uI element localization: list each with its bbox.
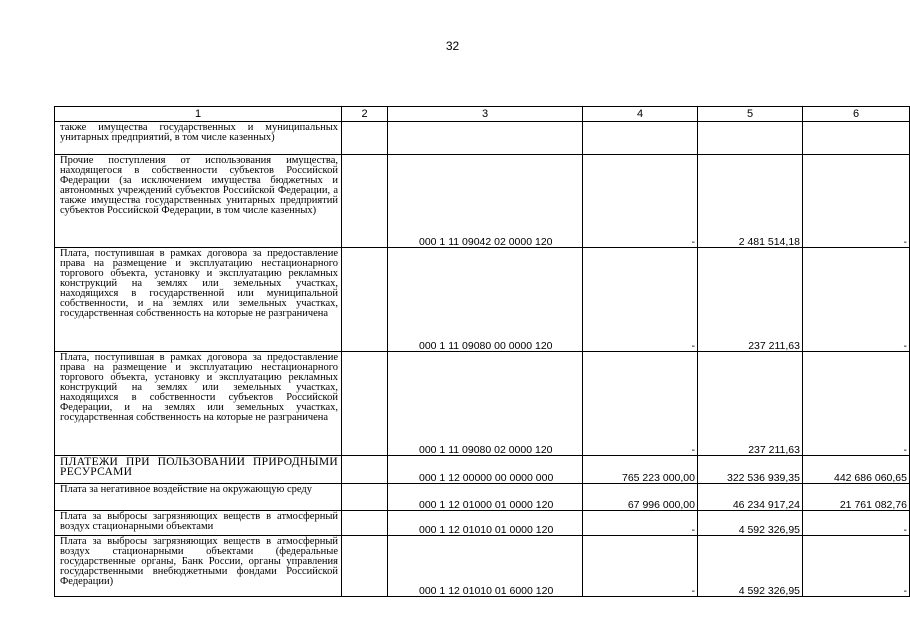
row-col5: 46 234 917,24: [698, 484, 803, 511]
row-col6: 442 686 060,65: [803, 456, 910, 484]
row-col4: [583, 122, 698, 155]
table-row: [55, 536, 910, 597]
column-header: 6: [803, 107, 910, 122]
row-col2: [342, 536, 388, 597]
row-code: 000 1 11 09080 02 0000 120: [388, 352, 583, 456]
row-col4: 765 223 000,00: [583, 456, 698, 484]
column-header: 4: [583, 107, 698, 122]
row-code: 000 1 11 09042 02 0000 120: [388, 155, 583, 248]
row-name: также имущества государственных и муниципальных унитарных предприятий, в том числе казенных): [55, 122, 342, 155]
row-col6: [803, 122, 910, 155]
row-name: Плата за выбросы загрязняющих веществ в атмосферный воздух стационарными объектами: [55, 511, 342, 536]
row-col5: 4 592 326,95: [698, 536, 803, 597]
row-code: [388, 122, 583, 155]
row-name: Прочие поступления от использования имущества, находящегося в собственности субъектов Российской Федерации (за исключением имущества бюджетных и автономных учреждений субъектов Российской Федерации, а также имущества государственных унитарных предприятий субъектов Российской Федерации, в том числе казенных): [55, 155, 342, 248]
column-header: 1: [55, 107, 342, 122]
row-code: 000 1 12 01010 01 6000 120: [388, 536, 583, 597]
column-header: 2: [342, 107, 388, 122]
row-col4: -: [583, 511, 698, 536]
table-row: [55, 352, 910, 456]
row-col2: [342, 456, 388, 484]
row-col6: -: [803, 155, 910, 248]
row-col2: [342, 511, 388, 536]
row-col2: [342, 484, 388, 511]
row-col6: -: [803, 511, 910, 536]
column-header: 5: [698, 107, 803, 122]
table-row: [55, 511, 910, 536]
row-name: Плата, поступившая в рамках договора за предоставление права на размещение и эксплуатацию нестационарного торгового объекта, установку и эксплуатацию рекламных конструкций на землях или земельных участках, находящихся в государственной или муниципальной собственности, и на землях или земельных участках, государственная собственность на которые не разграничена: [55, 248, 342, 352]
column-header: 3: [388, 107, 583, 122]
row-col6: -: [803, 248, 910, 352]
table-row: [55, 456, 910, 484]
row-col6: -: [803, 536, 910, 597]
table-row: [55, 155, 910, 248]
row-code: 000 1 12 00000 00 0000 000: [388, 456, 583, 484]
row-col2: [342, 122, 388, 155]
row-col4: 67 996 000,00: [583, 484, 698, 511]
row-col5: 2 481 514,18: [698, 155, 803, 248]
row-col5: 322 536 939,35: [698, 456, 803, 484]
table-header-row: [55, 107, 910, 122]
row-name: Плата за выбросы загрязняющих веществ в атмосферный воздух стационарными объектами (федеральные государственные органы, Банк России, органы управления государственными внебюджетными фондами Российской Федерации): [55, 536, 342, 597]
row-col6: 21 761 082,76: [803, 484, 910, 511]
table-row: [55, 484, 910, 511]
table-row: [55, 122, 910, 155]
row-col5: 4 592 326,95: [698, 511, 803, 536]
budget-table: [54, 106, 910, 597]
row-col4: -: [583, 248, 698, 352]
row-col2: [342, 155, 388, 248]
row-name: ПЛАТЕЖИ ПРИ ПОЛЬЗОВАНИИ ПРИРОДНЫМИ РЕСУРСАМИ: [55, 456, 342, 484]
row-name: Плата за негативное воздействие на окружающую среду: [55, 484, 342, 511]
row-col4: -: [583, 155, 698, 248]
row-name: Плата, поступившая в рамках договора за предоставление права на размещение и эксплуатацию нестационарного торгового объекта, установку и эксплуатацию рекламных конструкций на землях или земельных участках, находящихся в собственности субъектов Российской Федерации, и на землях или земельных участках, государственная собственность на которые не разграничена: [55, 352, 342, 456]
page-number: 32: [445, 39, 460, 53]
row-col5: [698, 122, 803, 155]
table-row: [55, 248, 910, 352]
row-col2: [342, 248, 388, 352]
row-col6: -: [803, 352, 910, 456]
row-col5: 237 211,63: [698, 352, 803, 456]
row-code: 000 1 12 01010 01 0000 120: [388, 511, 583, 536]
row-code: 000 1 12 01000 01 0000 120: [388, 484, 583, 511]
row-code: 000 1 11 09080 00 0000 120: [388, 248, 583, 352]
row-col5: 237 211,63: [698, 248, 803, 352]
row-col4: -: [583, 352, 698, 456]
row-col4: -: [583, 536, 698, 597]
row-col2: [342, 352, 388, 456]
